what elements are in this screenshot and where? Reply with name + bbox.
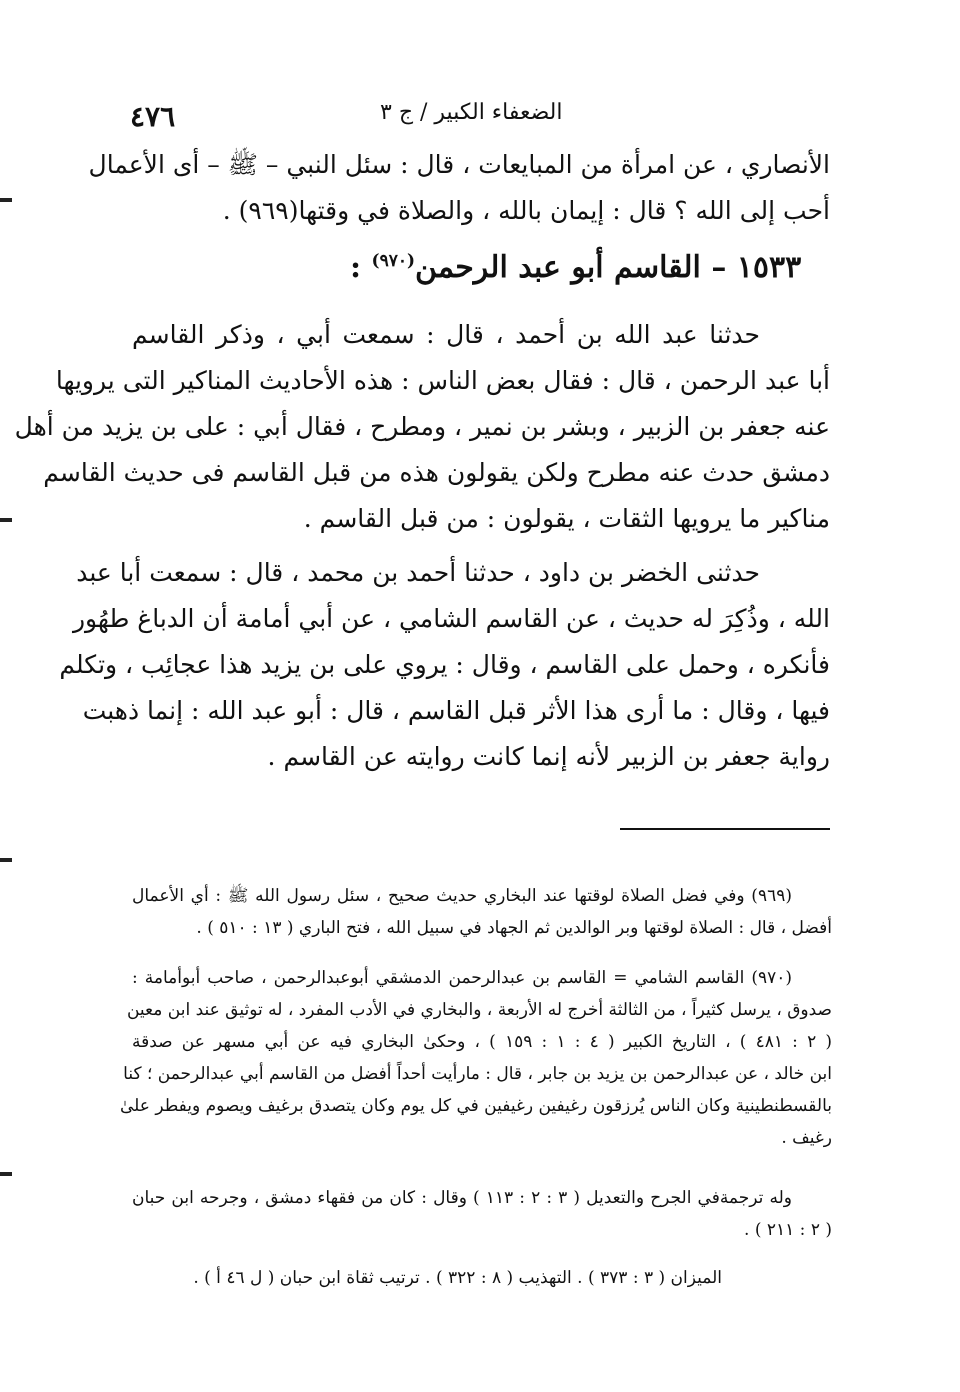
paragraph-1 [14, 312, 830, 542]
footnote-970 [120, 962, 832, 1154]
text-line: حدثنا عبد الله بن أحمد ، قال : سمعت أبي ، وذكر القاسم [132, 320, 760, 349]
text-line: عنه جعفر بن الزبير ، وبشر بن نمير ، ومطرح ، فقال أبي : على بن يزيد من أهل [14, 412, 830, 441]
intro-paragraph [88, 142, 830, 234]
text-line: دمشق حدث عنه مطرح ولكن يقولون هذه من قبل القاسم فى حديث القاسم [43, 458, 830, 487]
text-line: أحب إلى الله ؟ قال : إيمان بالله ، والصلاة في وقتها(٩٦٩) . [222, 196, 830, 225]
footnote-line: بالقسطنطينية وكان الناس يُرزقون رغيفين رغيفين في كل يوم وكان يتصدق برغيف ويصوم ويفطر علىٰ [120, 1096, 832, 1116]
footnote-line: ( ٢ : ٤٨١ ) ، التاريخ الكبير ( ٤ : ١ : ١٥٩ ) ، وحكىٰ البخاري فيه عن أبي مسهر عن صدقة [132, 1032, 832, 1052]
page-number: ٤٧٦ [130, 100, 176, 133]
entry-heading-text: ١٥٣٣ – القاسم أبو عبد الرحمن [415, 250, 802, 285]
entry-heading [350, 250, 801, 285]
footnote-line: أفضل ، قال : الصلاة لوقتها وبر الوالدين ثم الجهاد في سبيل الله ، فتح الباري ( ١٣ : ٥١٠ ) . [196, 918, 832, 938]
running-title: الضعفاء الكبير / ج ٣ [380, 100, 563, 125]
paragraph-2 [59, 550, 830, 780]
text-line: حدثنى الخضر بن داود ، حدثنا أحمد بن محمد ، قال : سمعت أبا عبد [76, 558, 760, 587]
margin-mark [0, 858, 12, 862]
margin-mark [0, 198, 12, 202]
footnote-970-references [132, 1262, 832, 1294]
text-line: الأنصاري ، عن امرأة من المبايعات ، قال : سئل النبي – ﷺ – أى الأعمال [88, 150, 830, 179]
footnote-line: صدوق ، يرسل كثيراً ، من الثالثة أخرج له الأربعة ، والبخاري في الأدب المفرد ، له توثيق عند ابن معين [126, 1000, 832, 1020]
margin-mark [0, 1172, 12, 1176]
text-line: الله ، وذُكِرَ له حديث ، عن القاسم الشامي ، عن أبي أمامة أن الدباغ طهُور [72, 604, 830, 633]
footnote-line: رغيف . [781, 1128, 832, 1148]
text-line: مناكير ما يرويها الثقات ، يقولون : من قبل القاسم . [303, 504, 830, 533]
footnote-line: ابن خالد ، عن عبدالرحمن بن يزيد بن جابر ، قال : مارأيت أحداً أفضل من القاسم أبي عبدالرحمن ؛ كنا [123, 1064, 832, 1084]
footnote-line: وله ترجمةفي الجرح والتعديل ( ٣ : ٢ : ١١٣ ) وقال : كان من فقهاء دمشق ، وجرحه ابن حبان [132, 1188, 792, 1208]
page-header [130, 100, 830, 140]
text-line: فأنكره ، وحمل على القاسم ، وقال : يروي على بن يزيد هذا عجائِب ، وتكلم [59, 650, 830, 679]
footnote-969 [132, 880, 832, 944]
entry-heading-tail: : [350, 250, 372, 285]
text-line: أبا عبد الرحمن ، قال : فقال بعض الناس : هذه الأحاديث المناكير التى يرويها [55, 366, 830, 395]
margin-mark [0, 518, 12, 522]
footnote-line: (٩٦٩) وفي فضل الصلاة لوقتها عند البخاري حديث صحيح ، سئل رسول الله ﷺ : أي الأعمال [132, 886, 792, 906]
footnote-970-continued [132, 1182, 832, 1246]
text-line: فيها ، وقال : ما أرى هذا الأثر قبل القاسم ، قال : أبو عبد الله : إنما ذهبت [82, 696, 830, 725]
footnote-divider [620, 828, 830, 830]
entry-heading-note: (٩٧٠) [371, 251, 416, 271]
footnote-line: ( ٢ : ٢١١ ) . [744, 1220, 832, 1240]
text-line: رواية جعفر بن الزبير لأنه إنما كانت روايته عن القاسم . [267, 742, 830, 771]
footnote-line: (٩٧٠) القاسم الشامي = القاسم بن عبدالرحمن الدمشقي أبوعبدالرحمن ، صاحب أبوأمامة : [132, 968, 792, 988]
footnote-line: الميزان ( ٣ : ٣٧٣ ) . التهذيب ( ٨ : ٣٢٢ ) . ترتيب ثقاة ابن حبان ( ل ٤٦ أ ) . [193, 1268, 722, 1288]
